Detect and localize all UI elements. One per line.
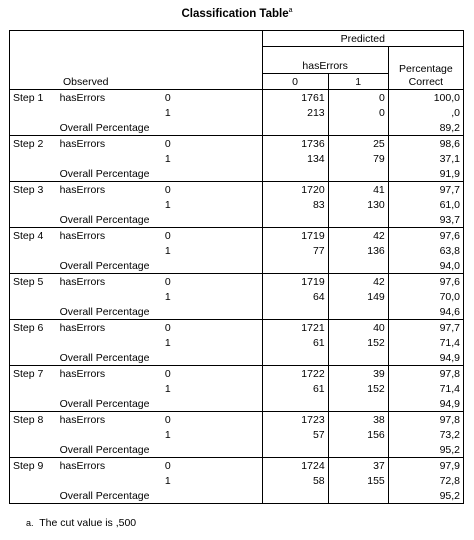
empty-cell bbox=[328, 488, 388, 504]
variable-label: hasErrors bbox=[57, 320, 162, 336]
empty-cell bbox=[10, 396, 57, 412]
predicted-0-value: 1719 bbox=[262, 274, 328, 290]
predicted-1-value: 156 bbox=[328, 427, 388, 442]
has-errors-header: hasErrors bbox=[262, 47, 388, 74]
predicted-1-value: 42 bbox=[328, 274, 388, 290]
observed-header: Observed bbox=[63, 76, 109, 88]
table-header bbox=[10, 31, 464, 90]
percentage-correct-value: 97,8 bbox=[388, 412, 463, 428]
predicted-0-value: 58 bbox=[262, 473, 328, 488]
percentage-correct-value: 97,7 bbox=[388, 320, 463, 336]
table-row bbox=[10, 366, 464, 382]
variable-label: hasErrors bbox=[57, 90, 162, 106]
predicted-1-value: 37 bbox=[328, 458, 388, 474]
table-row bbox=[10, 488, 464, 504]
table-title-text: Classification Table bbox=[181, 7, 289, 20]
empty-cell bbox=[328, 442, 388, 458]
step-label: Step 8 bbox=[10, 412, 57, 428]
empty-cell bbox=[328, 166, 388, 182]
percentage-correct-value: 63,8 bbox=[388, 243, 463, 258]
variable-label: hasErrors bbox=[57, 366, 162, 382]
overall-percentage-label: Overall Percentage bbox=[59, 397, 150, 410]
table-row bbox=[10, 243, 464, 258]
empty-cell bbox=[328, 350, 388, 366]
percentage-correct-value: 100,0 bbox=[388, 90, 463, 106]
empty-cell bbox=[328, 396, 388, 412]
predicted-1-value: 0 bbox=[328, 90, 388, 106]
level-label: 1 bbox=[164, 336, 171, 349]
step-label: Step 6 bbox=[10, 320, 57, 336]
predicted-0-value: 1723 bbox=[262, 412, 328, 428]
level-label: 1 bbox=[164, 382, 171, 395]
table-row bbox=[10, 166, 464, 182]
overall-percentage-label: Overall Percentage bbox=[59, 351, 150, 364]
empty-cell bbox=[10, 427, 57, 442]
table-row bbox=[10, 136, 464, 152]
empty-cell bbox=[262, 442, 328, 458]
empty-cell bbox=[57, 105, 162, 120]
table-row bbox=[10, 442, 464, 458]
empty-cell bbox=[262, 166, 328, 182]
table-row bbox=[10, 335, 464, 350]
overall-percentage-value: 95,2 bbox=[388, 488, 463, 504]
overall-percentage-value: 89,2 bbox=[388, 120, 463, 136]
level-label: 1 bbox=[164, 244, 171, 257]
predicted-1-value: 25 bbox=[328, 136, 388, 152]
step-label: Step 7 bbox=[10, 366, 57, 382]
empty-cell bbox=[10, 166, 57, 182]
variable-label: hasErrors bbox=[57, 412, 162, 428]
percentage-correct-value: 97,6 bbox=[388, 274, 463, 290]
empty-cell bbox=[57, 289, 162, 304]
footnote bbox=[26, 517, 136, 529]
variable-label: hasErrors bbox=[57, 182, 162, 198]
table-row bbox=[10, 151, 464, 166]
empty-cell bbox=[262, 350, 328, 366]
title-footnote-mark: a bbox=[288, 7, 293, 14]
empty-cell bbox=[10, 120, 57, 136]
empty-cell bbox=[10, 304, 57, 320]
col0-header: 0 bbox=[262, 74, 328, 90]
table-row bbox=[10, 320, 464, 336]
step-label: Step 3 bbox=[10, 182, 57, 198]
percentage-correct-value: 98,6 bbox=[388, 136, 463, 152]
table-row bbox=[10, 258, 464, 274]
empty-cell bbox=[328, 304, 388, 320]
predicted-1-value: 42 bbox=[328, 228, 388, 244]
empty-cell bbox=[10, 243, 57, 258]
predicted-0-value: 1761 bbox=[262, 90, 328, 106]
empty-cell bbox=[10, 488, 57, 504]
percentage-correct-value: 97,8 bbox=[388, 366, 463, 382]
overall-percentage-label: Overall Percentage bbox=[59, 443, 150, 456]
predicted-1-value: 0 bbox=[328, 105, 388, 120]
empty-cell bbox=[57, 151, 162, 166]
step-label: Step 2 bbox=[10, 136, 57, 152]
pct-header-line1: Percentage bbox=[399, 63, 453, 75]
predicted-0-value: 83 bbox=[262, 197, 328, 212]
variable-label: hasErrors bbox=[57, 458, 162, 474]
overall-percentage-label: Overall Percentage bbox=[59, 489, 150, 502]
predicted-0-value: 1720 bbox=[262, 182, 328, 198]
classification-table bbox=[9, 30, 464, 504]
empty-cell bbox=[10, 442, 57, 458]
level-label: 0 bbox=[162, 90, 262, 106]
empty-cell bbox=[10, 335, 57, 350]
empty-cell bbox=[10, 151, 57, 166]
footnote-text: The cut value is ,500 bbox=[39, 517, 137, 529]
level-label: 1 bbox=[164, 106, 171, 119]
table-row bbox=[10, 212, 464, 228]
predicted-0-value: 61 bbox=[262, 381, 328, 396]
level-label: 0 bbox=[162, 458, 262, 474]
empty-cell bbox=[57, 427, 162, 442]
empty-cell bbox=[57, 381, 162, 396]
table-row bbox=[10, 228, 464, 244]
overall-percentage-label: Overall Percentage bbox=[59, 259, 150, 272]
predicted-0-value: 64 bbox=[262, 289, 328, 304]
percentage-correct-value: 70,0 bbox=[388, 289, 463, 304]
level-label: 0 bbox=[162, 182, 262, 198]
level-label: 0 bbox=[162, 136, 262, 152]
predicted-1-value: 155 bbox=[328, 473, 388, 488]
predicted-header: Predicted bbox=[262, 31, 463, 47]
table-row bbox=[10, 197, 464, 212]
pct-header-line2: Correct bbox=[408, 76, 444, 88]
overall-percentage-label: Overall Percentage bbox=[59, 305, 150, 318]
table-row bbox=[10, 120, 464, 136]
level-label: 1 bbox=[164, 474, 171, 487]
table-row bbox=[10, 381, 464, 396]
variable-label: hasErrors bbox=[57, 136, 162, 152]
empty-cell bbox=[262, 258, 328, 274]
overall-percentage-value: 93,7 bbox=[388, 212, 463, 228]
percentage-correct-value: 97,9 bbox=[388, 458, 463, 474]
predicted-1-value: 152 bbox=[328, 381, 388, 396]
level-label: 0 bbox=[162, 228, 262, 244]
predicted-1-value: 130 bbox=[328, 197, 388, 212]
table-body bbox=[10, 90, 464, 504]
table-row bbox=[10, 427, 464, 442]
predicted-0-value: 1719 bbox=[262, 228, 328, 244]
overall-percentage-label: Overall Percentage bbox=[59, 167, 150, 180]
predicted-0-value: 1736 bbox=[262, 136, 328, 152]
overall-percentage-value: 94,9 bbox=[388, 396, 463, 412]
col1-header: 1 bbox=[328, 74, 388, 90]
table-title bbox=[0, 7, 474, 20]
overall-percentage-value: 94,6 bbox=[388, 304, 463, 320]
predicted-1-value: 39 bbox=[328, 366, 388, 382]
step-label: Step 1 bbox=[10, 90, 57, 106]
empty-cell bbox=[328, 258, 388, 274]
percentage-correct-value: 71,4 bbox=[388, 381, 463, 396]
empty-cell bbox=[57, 473, 162, 488]
empty-cell bbox=[262, 120, 328, 136]
table-row bbox=[10, 182, 464, 198]
predicted-1-value: 79 bbox=[328, 151, 388, 166]
predicted-0-value: 1721 bbox=[262, 320, 328, 336]
level-label: 0 bbox=[162, 366, 262, 382]
predicted-0-value: 213 bbox=[262, 105, 328, 120]
predicted-1-value: 149 bbox=[328, 289, 388, 304]
predicted-1-value: 40 bbox=[328, 320, 388, 336]
level-label: 0 bbox=[162, 320, 262, 336]
table-row bbox=[10, 412, 464, 428]
empty-cell bbox=[262, 396, 328, 412]
table-row bbox=[10, 473, 464, 488]
step-label: Step 4 bbox=[10, 228, 57, 244]
observed-header-cell bbox=[10, 31, 263, 90]
level-label: 0 bbox=[162, 412, 262, 428]
empty-cell bbox=[328, 212, 388, 228]
empty-cell bbox=[328, 120, 388, 136]
predicted-1-value: 136 bbox=[328, 243, 388, 258]
level-label: 1 bbox=[164, 152, 171, 165]
percentage-correct-value: 73,2 bbox=[388, 427, 463, 442]
empty-cell bbox=[262, 304, 328, 320]
predicted-1-value: 152 bbox=[328, 335, 388, 350]
empty-cell bbox=[262, 212, 328, 228]
empty-cell bbox=[262, 488, 328, 504]
percentage-correct-value: 97,7 bbox=[388, 182, 463, 198]
predicted-0-value: 1724 bbox=[262, 458, 328, 474]
predicted-0-value: 1722 bbox=[262, 366, 328, 382]
overall-percentage-label: Overall Percentage bbox=[59, 213, 150, 226]
level-label: 1 bbox=[164, 198, 171, 211]
empty-cell bbox=[10, 381, 57, 396]
empty-cell bbox=[10, 212, 57, 228]
overall-percentage-value: 95,2 bbox=[388, 442, 463, 458]
table-row bbox=[10, 350, 464, 366]
predicted-1-value: 38 bbox=[328, 412, 388, 428]
table-row bbox=[10, 304, 464, 320]
empty-cell bbox=[10, 473, 57, 488]
table-row bbox=[10, 90, 464, 106]
predicted-0-value: 57 bbox=[262, 427, 328, 442]
level-label: 1 bbox=[164, 428, 171, 441]
predicted-1-value: 41 bbox=[328, 182, 388, 198]
empty-cell bbox=[10, 105, 57, 120]
variable-label: hasErrors bbox=[57, 228, 162, 244]
level-label: 1 bbox=[164, 290, 171, 303]
step-label: Step 5 bbox=[10, 274, 57, 290]
percentage-correct-header bbox=[388, 47, 463, 90]
empty-cell bbox=[10, 289, 57, 304]
percentage-correct-value: 61,0 bbox=[388, 197, 463, 212]
percentage-correct-value: 72,8 bbox=[388, 473, 463, 488]
empty-cell bbox=[57, 335, 162, 350]
percentage-correct-value: 71,4 bbox=[388, 335, 463, 350]
predicted-0-value: 134 bbox=[262, 151, 328, 166]
table-row bbox=[10, 274, 464, 290]
table-row bbox=[10, 396, 464, 412]
empty-cell bbox=[10, 197, 57, 212]
table-row bbox=[10, 105, 464, 120]
predicted-0-value: 61 bbox=[262, 335, 328, 350]
overall-percentage-value: 94,9 bbox=[388, 350, 463, 366]
overall-percentage-value: 94,0 bbox=[388, 258, 463, 274]
empty-cell bbox=[10, 350, 57, 366]
empty-cell bbox=[57, 243, 162, 258]
variable-label: hasErrors bbox=[57, 274, 162, 290]
table-row bbox=[10, 458, 464, 474]
table-row bbox=[10, 289, 464, 304]
empty-cell bbox=[57, 197, 162, 212]
footnote-mark: a. bbox=[26, 518, 34, 528]
percentage-correct-value: ,0 bbox=[388, 105, 463, 120]
overall-percentage-label: Overall Percentage bbox=[59, 121, 150, 134]
predicted-0-value: 77 bbox=[262, 243, 328, 258]
overall-percentage-value: 91,9 bbox=[388, 166, 463, 182]
step-label: Step 9 bbox=[10, 458, 57, 474]
percentage-correct-value: 97,6 bbox=[388, 228, 463, 244]
percentage-correct-value: 37,1 bbox=[388, 151, 463, 166]
empty-cell bbox=[10, 258, 57, 274]
level-label: 0 bbox=[162, 274, 262, 290]
